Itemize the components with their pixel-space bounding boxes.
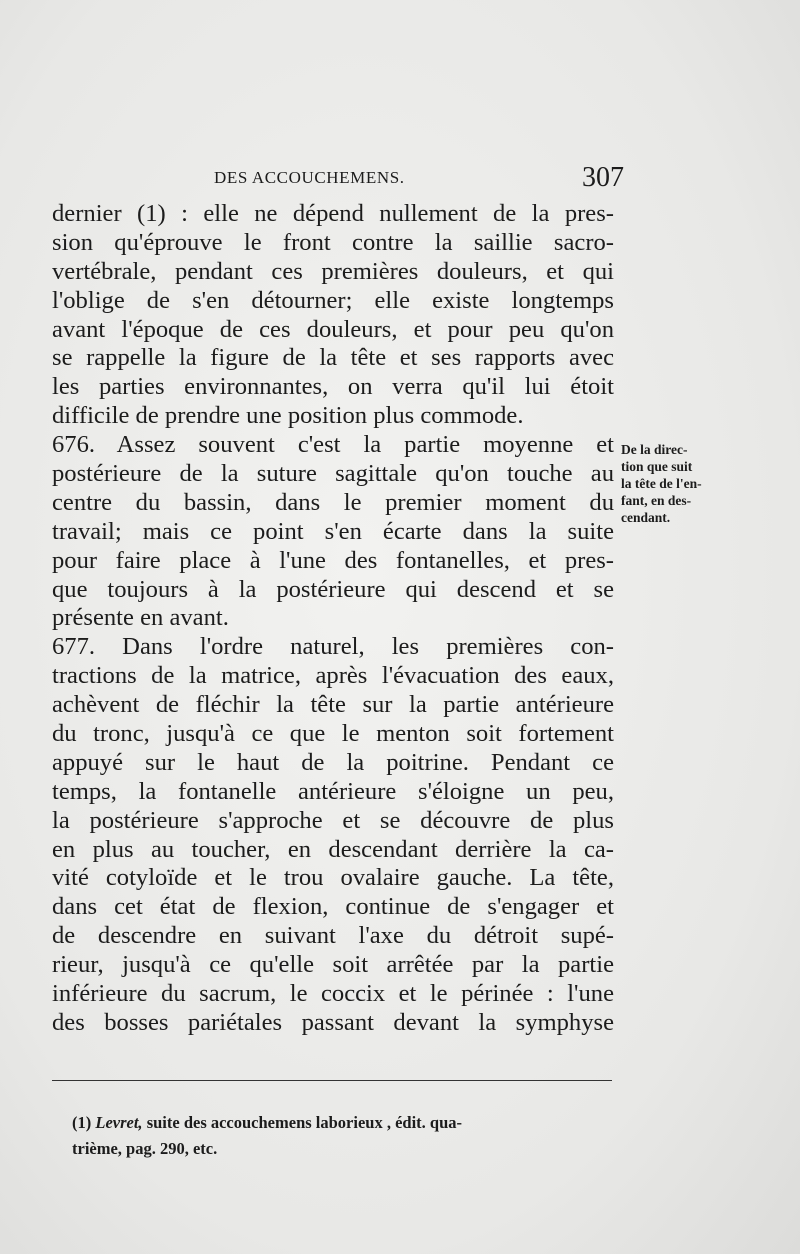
footnote-text: suite des accouchemens laborieux , édit. qua- [142,1113,463,1132]
footnote-marker: (1) [72,1113,92,1132]
text-line: de descendre en suivant l'axe du détroit supé- [52,922,614,950]
text-line: la postérieure s'approche et se découvre de plus [52,806,614,834]
page-number: 307 [582,162,624,193]
text-line: travail; mais ce point s'en écarte dans la suite [52,517,614,545]
text-line: dans cet état de flexion, continue de s'engager et [52,893,614,921]
text-line: rieur, jusqu'à ce qu'elle soit arrêtée par la partie [52,951,614,979]
text-line: 676. Assez souvent c'est la partie moyenne et [52,431,614,459]
text-line: postérieure de la suture sagittale qu'on touche au [52,460,614,488]
text-line: inférieure du sacrum, le coccix et le périnée : l'une [52,980,614,1008]
text-line: vertébrale, pendant ces premières douleurs, et qui [52,257,614,285]
footnote-line [72,1110,617,1136]
footnote [72,1110,617,1162]
margin-note [621,441,741,526]
text-line: temps, la fontanelle antérieure s'éloigne un peu, [52,777,614,805]
text-line: vité cotyloïde et le trou ovalaire gauche. La tête, [52,864,614,892]
running-title: DES ACCOUCHEMENS. [214,168,405,187]
text-line: que toujours à la postérieure qui descend et se [52,575,614,603]
footnote-line: trième, pag. 290, etc. [72,1139,218,1158]
text-line: tractions de la matrice, après l'évacuation des eaux, [52,662,614,690]
text-line: achèvent de fléchir la tête sur la partie antérieure [52,691,614,719]
footnote-author: Levret, [95,1113,143,1132]
margin-note-line: fant, en des- [621,493,692,508]
margin-note-line: cendant. [621,510,671,525]
text-line: 677. Dans l'ordre naturel, les premières con- [52,633,614,661]
margin-note-line: De la direc- [621,442,688,457]
text-line: des bosses pariétales passant devant la symphyse [52,1008,614,1036]
body-text [52,200,614,1038]
text-line: appuyé sur le haut de la poitrine. Pendant ce [52,748,614,776]
margin-note-line: la tête de l'en- [621,476,702,491]
text-line: pour faire place à l'une des fontanelles, et pres- [52,546,614,574]
text-line: du tronc, jusqu'à ce que le menton soit fortement [52,720,614,748]
text-line: dernier (1) : elle ne dépend nullement de la pres- [52,200,614,227]
text-line: les parties environnantes, on verra qu'il lui étoit [52,373,614,401]
text-line: sion qu'éprouve le front contre la saillie sacro- [52,228,614,256]
page-header [214,162,624,196]
text-line: centre du bassin, dans le premier moment du [52,488,614,516]
footnote-divider [52,1080,612,1081]
text-line: difficile de prendre une position plus commode. [52,402,524,430]
text-line: se rappelle la figure de la tête et ses rapports avec [52,344,614,372]
text-line: l'oblige de s'en détourner; elle existe longtemps [52,286,614,314]
text-line: en plus au toucher, en descendant derrière la ca- [52,835,614,863]
text-line: avant l'époque de ces douleurs, et pour peu qu'on [52,315,614,343]
margin-note-line: tion que suit [621,459,693,474]
text-line: présente en avant. [52,604,229,632]
